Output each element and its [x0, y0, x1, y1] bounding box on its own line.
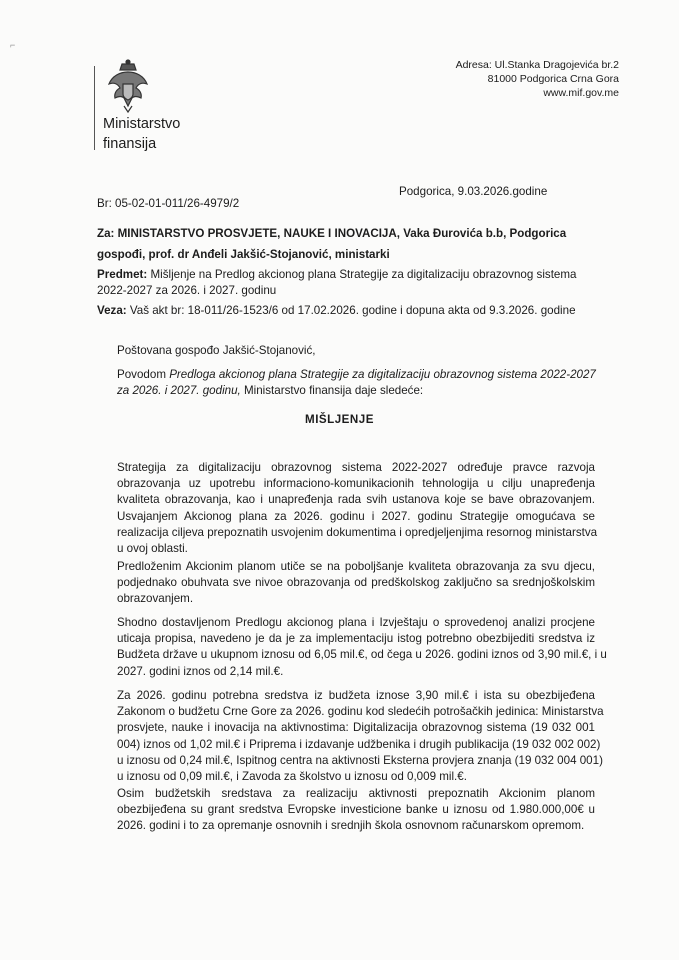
salutation: Poštovana gospođo Jakšić-Stojanović, [117, 344, 316, 357]
paragraph-line: u ovoj oblasti. [117, 542, 188, 556]
paragraph-line: 004) iznos od 1,02 mil.€ i Priprema i izdavanje udžbenika i drugih publikacija (19 032 002 002) [117, 737, 601, 751]
reference-number: Br: 05-02-01-011/26-4979/2 [97, 197, 240, 210]
subject-label: Predmet: [97, 268, 148, 281]
paragraph-line: Za 2026. godinu potrebna sredstva iz budžeta iznose 3,90 mil.€ i ista su obezbijeđena [117, 689, 595, 702]
paragraph-line: obezbijeđena su grant sredstva Evropske investicione banke u iznosu od 1.980.000,00€ u [117, 803, 595, 817]
paragraph-4 [117, 688, 604, 785]
paragraph-line: u iznosu od 0,24 mil.€, Ispitnog centra na aktivnosti Eksterna provjera znanja (19 032 004 001) [117, 753, 603, 767]
subject-text: Mišljenje na Predlog akcionog plana Strategije za digitalizaciju obrazovnog sistema [147, 268, 577, 281]
link-text: Vaš akt br: 18-011/26-1523/6 od 17.02.2026. godine i dopuna akta od 9.3.2026. godine [126, 304, 576, 317]
link-label: Veza: [97, 304, 127, 317]
paragraph-line: podjednako obuhvata sve nivoe obrazovanja od predškolskog zaključno sa srednjoškolskim [117, 576, 595, 590]
heading-misljenje: MIŠLJENJE [305, 413, 374, 426]
address-street: Adresa: Ul.Stanka Dragojevića br.2 [455, 59, 619, 71]
recipient-line1: Za: MINISTARSTVO PROSVJETE, NAUKE I INOVACIJA, Vaka Đurovića b.b, Podgorica [97, 227, 567, 240]
paragraph-line: Predloženim Akcionim planom utiče se na poboljšanje kvaliteta obrazovanja za svu djecu, [117, 560, 595, 573]
paragraph-3 [117, 615, 607, 680]
paragraph-line: 2027. godini iznos od 2,14 mil.€. [117, 664, 284, 678]
intro-suffix: Ministarstvo finansija daje sledeće: [240, 384, 424, 397]
place-date: Podgorica, 9.03.2026.godine [399, 185, 548, 198]
scan-mark: ⌐ [10, 40, 16, 50]
intro-line1 [117, 367, 596, 383]
intro-italic1: Predloga akcionog plana Strategije za digitalizaciju obrazovnog sistema 2022-2027 [169, 368, 596, 381]
paragraph-line: prosvjete, nauke i inovacija na aktivnostima: Digitalizacija obrazovnog sistema (19 032 001 [117, 721, 595, 735]
paragraph-line: obrazovanja uz upotrebu informaciono-komunikacionih tehnologija u cilju unapređenja [117, 477, 595, 491]
link-line [97, 303, 576, 319]
ministry-name-line2: finansija [103, 136, 157, 152]
paragraph-line: Budžeta države u ukupnom iznosu od 6,05 mil.€, od čega u 2026. godini iznos od 3,90 mil.€, i u [117, 648, 607, 662]
intro-prefix: Povodom [117, 368, 170, 381]
intro-italic2: za 2026. i 2027. godinu, [117, 384, 241, 397]
paragraph-line: Strategija za digitalizaciju obrazovnog sistema 2022-2027 određuje pravce razvoja [117, 461, 595, 474]
address-city: 81000 Podgorica Crna Gora [487, 73, 619, 85]
paragraph-line: u iznosu od 0,09 mil.€, i Zavoda za školstvo u iznosu od 0,009 mil.€. [117, 770, 467, 784]
paragraph-2 [117, 559, 595, 608]
paragraph-line: Osim budžetskih sredstava za realizaciju aktivnosti prepoznatih Akcionim planom [117, 787, 595, 800]
paragraph-line: realizacija ciljeva prepoznatih usvojenim dokumentima i opredjeljenjima resornog ministarstva [117, 525, 598, 539]
paragraph-line: Zakonom o budžetu Crne Gore za 2026. godinu kod sledećih potrošačkih jedinica: Ministarstva [117, 705, 604, 719]
paragraph-5 [117, 786, 595, 835]
paragraph-line: kvaliteta obrazovanja, kao i unapređenja rada svih ustanova koje se bave obrazovanjem. [117, 493, 595, 507]
address-block [456, 58, 619, 100]
ministry-name [103, 114, 180, 154]
subject-line1 [97, 267, 576, 283]
ministry-name-line1: Ministarstvo [103, 116, 181, 132]
paragraph-line: Shodno dostavljenom Predlogu akcionog plana i Izvještaju o sprovedenoj analizi procjene [117, 616, 595, 629]
intro-line2 [117, 383, 423, 399]
paragraph-line: 2026. godini i to za opremanje osnovnih i srednjih škola osnovnom računarskom opremom. [117, 819, 585, 833]
header-divider [94, 66, 95, 150]
coat-of-arms-icon [106, 58, 150, 114]
paragraph-line: uticaja propisa, navedeno je da je za implementaciju istog potrebno obezbijediti sredstva iz [117, 632, 595, 646]
paragraph-line: obrazovanjem. [117, 592, 194, 606]
subject-line2: 2022-2027 za 2026. i 2027. godinu [97, 284, 277, 297]
paragraph-1 [117, 460, 598, 557]
address-website: www.mif.gov.me [543, 87, 619, 99]
paragraph-line: Usvajanjem Akcionog plana za 2026. godinu i 2027. godinu Strategije omogućava se [117, 509, 595, 523]
recipient-line2: gospođi, prof. dr Anđeli Jakšić-Stojanović, ministarki [97, 248, 390, 261]
